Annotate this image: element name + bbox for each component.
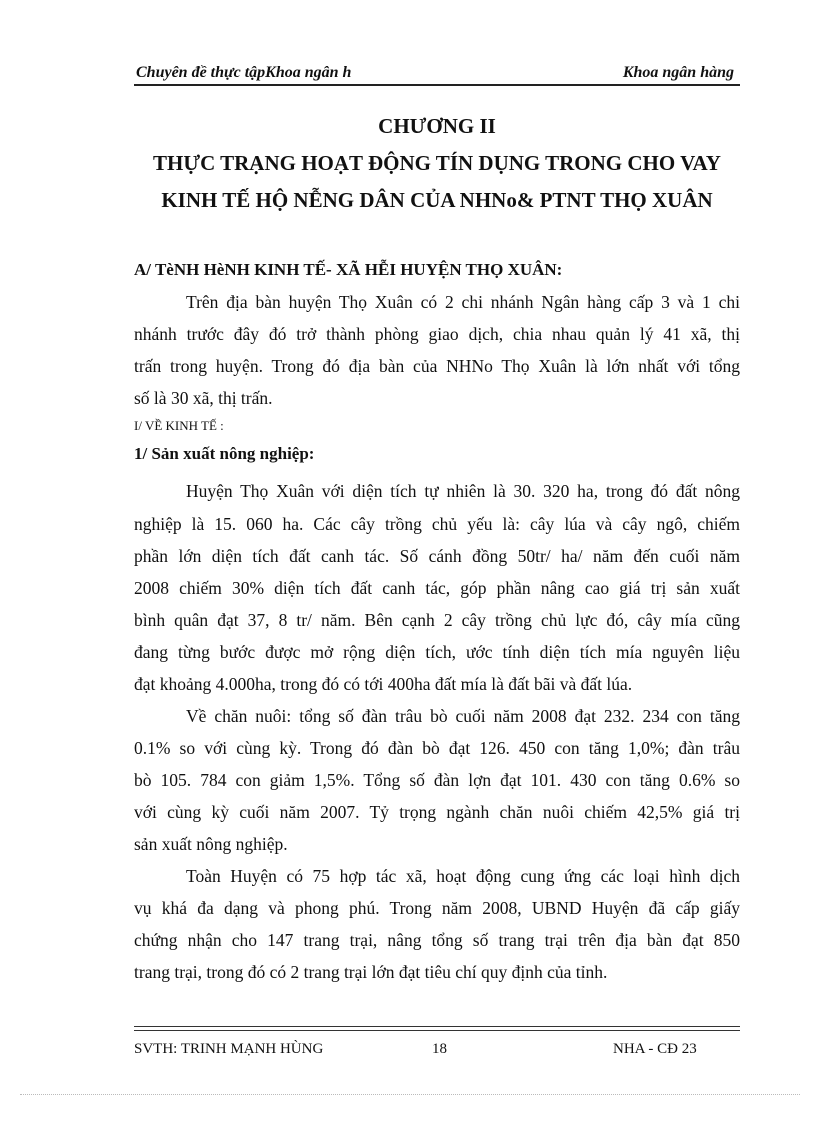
section-i-heading: I/ VỀ KINH TẾ : [134,418,224,433]
header-left-text: Chuyên đề thực tậpKhoa ngân h [136,64,352,81]
header-right-text: Khoa ngân hàng [622,64,734,81]
chapter-title-line-2: KINH TẾ HỘ NỄNG DÂN CỦA NHNo& PTNT THỌ XUÂN [161,188,713,212]
paragraph-line: Toàn Huyện có 75 hợp tác xã, hoạt động cung ứng các loại hình dịch [186,866,740,886]
paragraph-line: số là 30 xã, thị trấn. [134,388,273,408]
paragraph-line: 2008 chiếm 30% diện tích đất canh tác, góp phần nâng cao giá trị sản xuất [134,578,740,598]
page-bottom-dotted-line [20,1094,800,1095]
footer-author: SVTH: TRINH MẠNH HÙNG [134,1041,324,1057]
paragraph-line: trang trại, trong đó có 2 trang trại lớn đạt tiêu chí quy định của tỉnh. [134,962,608,982]
paragraph-line: chứng nhận cho 147 trang trại, nâng tổng số trang trại trên địa bàn đạt 850 [134,930,740,950]
footer-class: NHA - CĐ 23 [613,1041,697,1057]
paragraph-line: trấn trong huyện. Trong đó địa bàn của NHNo Thọ Xuân là lớn nhất với tổng [134,356,740,376]
paragraph-line: 0.1% so với cùng kỳ. Trong đó đàn bò đạt 126. 450 con tăng 1,0%; đàn trâu [134,738,740,758]
footer-divider [134,1030,740,1031]
page-number: 18 [432,1041,447,1057]
paragraph-line: Về chăn nuôi: tổng số đàn trâu bò cuối năm 2008 đạt 232. 234 con tăng [186,706,740,726]
chapter-title-line-1: THỰC TRẠNG HOẠT ĐỘNG TÍN DỤNG TRONG CHO VAY [153,151,721,175]
paragraph-line: nhánh trước đây đó trở thành phòng giao dịch, chia nhau quản lý 41 xã, thị [134,324,740,344]
paragraph-line: bò 105. 784 con giảm 1,5%. Tổng số đàn lợn đạt 101. 430 con tăng 0.6% so [134,770,740,790]
footer-divider [134,1026,740,1027]
paragraph-line: Trên địa bàn huyện Thọ Xuân có 2 chi nhánh Ngân hàng cấp 3 và 1 chi [186,292,740,312]
paragraph-line: đạt khoảng 4.000ha, trong đó có tới 400ha đất mía là đất bãi và đất lúa. [134,674,633,694]
section-a-heading: A/ TèNH HèNH KINH TẾ- XÃ HỄI HUYỆN THỌ XUÂN: [134,260,563,279]
paragraph-line: sản xuất nông nghiệp. [134,834,288,854]
section-1-heading: 1/ Sản xuất nông nghiệp: [134,444,315,463]
paragraph-line: với cùng kỳ cuối năm 2007. Tỷ trọng ngành chăn nuôi chiếm 42,5% giá trị [134,802,740,822]
paragraph-line: Huyện Thọ Xuân với diện tích tự nhiên là 30. 320 ha, trong đó đất nông [186,481,740,501]
paragraph-line: vụ khá đa dạng và phong phú. Trong năm 2008, UBND Huyện đã cấp giấy [134,898,740,918]
paragraph-line: nghiệp là 15. 060 ha. Các cây trồng chủ yếu là: cây lúa và cây ngô, chiếm [134,514,740,534]
paragraph-line: đang từng bước được mở rộng diện tích, ước tính diện tích mía nguyên liệu [134,642,740,662]
chapter-number: CHƯƠNG II [378,114,496,138]
paragraph-line: phần lớn diện tích đất canh tác. Số cánh đồng 50tr/ ha/ năm đến cuối năm [134,546,740,566]
page-header [134,62,740,86]
paragraph-line: bình quân đạt 37, 8 tr/ năm. Bên cạnh 2 cây trồng chủ lực đó, cây mía cũng [134,610,740,630]
